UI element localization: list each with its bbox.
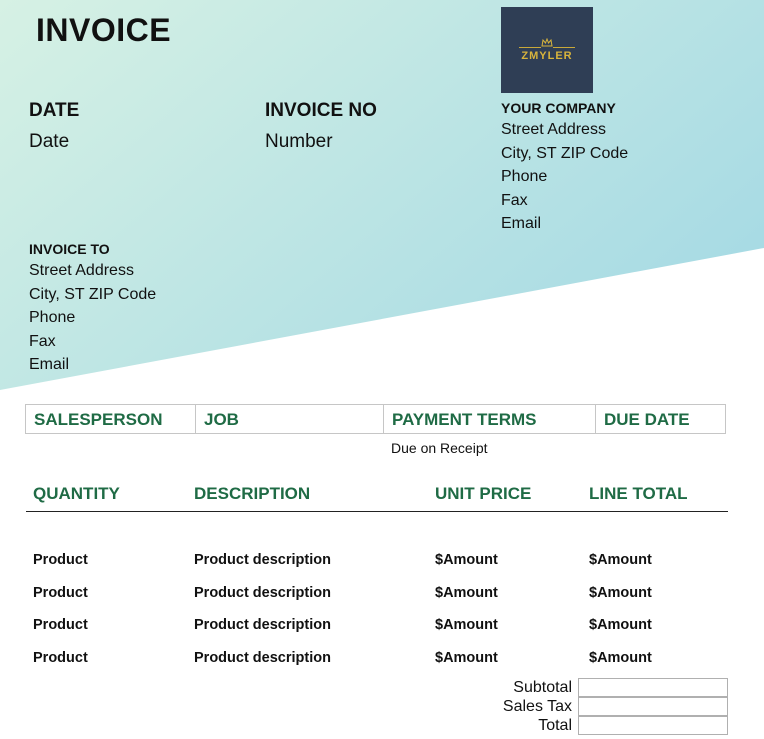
bill-city[interactable]: City, ST ZIP Code — [29, 285, 157, 303]
company-phone[interactable]: Phone — [501, 168, 548, 185]
payment-terms-value[interactable]: Due on Receipt — [391, 440, 488, 456]
company-city[interactable]: City, ST ZIP Code — [501, 144, 629, 162]
total-label: Total — [538, 717, 572, 734]
company-address — [501, 118, 628, 236]
total-field[interactable] — [578, 716, 728, 735]
bill-email[interactable]: Email — [29, 356, 70, 373]
row-quantity[interactable]: Product — [33, 585, 88, 601]
row-line-total[interactable]: $Amount — [589, 617, 652, 633]
invoice-number-value[interactable]: Number — [265, 131, 333, 152]
logo-text: ZMYLER — [521, 50, 573, 62]
row-unit-price[interactable]: $Amount — [435, 585, 498, 601]
company-name: YOUR COMPANY — [501, 100, 616, 116]
terms-table — [25, 404, 726, 434]
company-email[interactable]: Email — [501, 215, 542, 232]
sales-tax-field[interactable] — [578, 697, 728, 716]
row-description[interactable]: Product description — [194, 617, 331, 633]
bill-street[interactable]: Street Address — [29, 262, 134, 279]
row-description[interactable]: Product description — [194, 585, 331, 601]
quantity-header: QUANTITY — [33, 484, 120, 503]
payment-terms-header: PAYMENT TERMS — [384, 405, 596, 433]
line-total-header: LINE TOTAL — [589, 484, 688, 503]
bill-phone[interactable]: Phone — [29, 309, 76, 326]
subtotal-label: Subtotal — [513, 679, 572, 696]
due-date-header: DUE DATE — [604, 410, 690, 429]
salesperson-header: SALESPERSON — [26, 405, 196, 433]
row-description[interactable]: Product description — [194, 552, 331, 568]
row-quantity[interactable]: Product — [33, 650, 88, 666]
row-line-total[interactable]: $Amount — [589, 650, 652, 666]
crown-icon — [541, 38, 553, 48]
invoice-title: INVOICE — [36, 12, 172, 48]
row-quantity[interactable]: Product — [33, 552, 88, 568]
sales-tax-label: Sales Tax — [502, 698, 572, 715]
description-header: DESCRIPTION — [194, 484, 311, 503]
row-unit-price[interactable]: $Amount — [435, 617, 498, 633]
row-description[interactable]: Product description — [194, 650, 331, 666]
invoice-to-title: INVOICE TO — [29, 241, 110, 257]
date-value[interactable]: Date — [29, 131, 70, 152]
header-rule — [26, 511, 728, 512]
row-unit-price[interactable]: $Amount — [435, 650, 498, 666]
row-quantity[interactable]: Product — [33, 617, 88, 633]
row-line-total[interactable]: $Amount — [589, 552, 652, 568]
invoice-to-address — [29, 259, 156, 377]
company-fax[interactable]: Fax — [501, 191, 528, 209]
company-street[interactable]: Street Address — [501, 121, 606, 138]
row-unit-price[interactable]: $Amount — [435, 552, 498, 568]
company-logo — [501, 7, 593, 93]
bill-fax[interactable]: Fax — [29, 332, 56, 350]
invoice-number-label: INVOICE NO — [265, 100, 377, 121]
row-line-total[interactable]: $Amount — [589, 585, 652, 601]
subtotal-field[interactable] — [578, 678, 728, 697]
unit-price-header: UNIT PRICE — [435, 484, 532, 503]
job-header: JOB — [196, 405, 384, 433]
date-label: DATE — [29, 100, 80, 121]
